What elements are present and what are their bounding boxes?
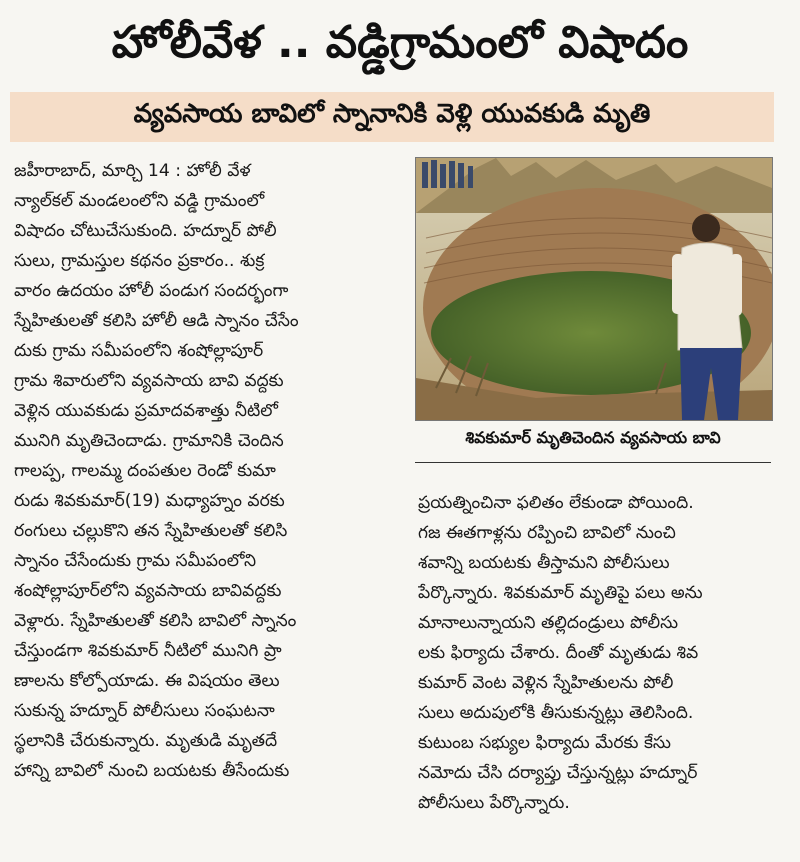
article-line: న్యాల్‌కల్ మండలంలోని వడ్డి గ్రామంలో: [14, 191, 265, 211]
caption-divider: [415, 462, 771, 463]
article-line: గాలప్ప, గాలమ్మ దంపతుల రెండో కుమా: [14, 461, 276, 481]
agricultural-well-photo: [416, 158, 772, 420]
article-line: రుడు శివకుమార్(19) మధ్యాహ్నం వరకు: [14, 491, 285, 511]
article-line: శవాన్ని బయటకు తీస్తామని పోలీసులు: [418, 553, 670, 573]
article-line: పేర్కొన్నారు. శివకుమార్ మృతిపై పలు అను: [418, 583, 703, 603]
article-line: విషాదం చోటుచేసుకుంది. హద్నూర్ పోలీ: [14, 221, 277, 241]
news-photo: [415, 157, 773, 421]
article-line: లకు ఫిర్యాదు చేశారు. దీంతో మృతుడు శివ: [418, 643, 699, 663]
article-line: వారం ఉదయం హోలీ పండుగ సందర్భంగా: [14, 281, 289, 301]
article-line: నమోదు చేసి దర్యాప్తు చేస్తున్నట్లు హద్నూర్: [418, 763, 698, 783]
article-line: సుకున్న హద్నూర్ పోలీసులు సంఘటనా: [14, 701, 275, 721]
article-line: హాన్ని బావిలో నుంచి బయటకు తీసేందుకు: [14, 761, 290, 781]
photo-caption: శివకుమార్ మృతిచెందిన వ్యవసాయ బావి: [465, 428, 721, 447]
article-line: గ్రామ శివారులోని వ్యవసాయ బావి వద్దకు: [14, 371, 284, 391]
article-line: మానాలున్నాయని తల్లిదండ్రులు పోలీసు: [418, 613, 679, 633]
article-line: స్నేహితులతో కలిసి హోలీ ఆడి స్నానం చేసేం: [14, 311, 299, 331]
article-line: స్నానం చేసేందుకు గ్రామ సమీపంలోని: [14, 551, 257, 571]
subheadline: [10, 92, 774, 142]
article-line: ణాలను కోల్పోయాడు. ఈ విషయం తెలు: [14, 671, 280, 691]
article-line: శంషోల్లాపూర్‌లోని వ్యవసాయ బావివద్దకు: [14, 581, 282, 601]
article-line: వెళ్లారు. స్నేహితులతో కలిసి బావిలో స్నానం: [14, 611, 297, 631]
article-line: సులు, గ్రామస్తుల కథనం ప్రకారం.. శుక్ర: [14, 251, 265, 271]
article-line: కుటుంబ సభ్యుల ఫిర్యాదు మేరకు కేసు: [418, 733, 671, 753]
subheadline-text: వ్యవసాయ బావిలో స్నానానికి వెళ్లి యువకుడి మృతి: [133, 99, 651, 129]
article-line: పోలీసులు పేర్కొన్నారు.: [418, 793, 570, 813]
article-line: గజ ఈతగాళ్లను రప్పించి బావిలో నుంచి: [418, 523, 676, 543]
article-line: సులు అదుపులోకి తీసుకున్నట్లు తెలిసింది.: [418, 703, 694, 723]
article-line: మునిగి మృతిచెందాడు. గ్రామానికి చెందిన: [14, 431, 284, 451]
article-line: కుమార్ వెంట వెళ్లిన స్నేహితులను పోలీ: [418, 673, 674, 693]
article-right-column: [418, 488, 770, 818]
article-line: చేస్తుండగా శివకుమార్ నీటిలో మునిగి ప్రా: [14, 641, 282, 661]
article-left-column: [14, 156, 396, 786]
article-line: రంగులు చల్లుకొని తన స్నేహితులతో కలిసి: [14, 521, 288, 541]
headline: హోలీవేళ .. వడ్డిగ్రామంలో విషాదం: [111, 17, 689, 68]
article-line: జహీరాబాద్, మార్చి 14 : హోలీ వేళ: [14, 161, 251, 181]
article-line: దుకు గ్రామ సమీపంలోని శంషోల్లాపూర్: [14, 341, 264, 361]
article-line: స్థలానికి చేరుకున్నారు. మృతుడి మృతదే: [14, 731, 278, 751]
article-line: ప్రయత్నించినా ఫలితం లేకుండా పోయింది.: [418, 493, 694, 513]
article-line: వెళ్లిన యువకుడు ప్రమాదవశాత్తు నీటిలో: [14, 401, 278, 421]
